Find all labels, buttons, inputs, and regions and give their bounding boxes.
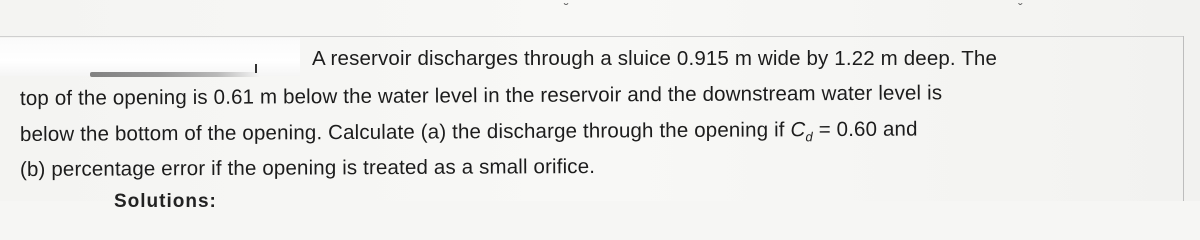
scan-ink-smear [90, 72, 260, 77]
frame-top-border [0, 36, 1183, 37]
solutions-heading-text: Solutions: [114, 191, 217, 212]
problem-line-4: (b) percentage error if the opening is treated as a small orifice. [19, 154, 596, 181]
problem-line-1: A reservoir discharges through a sluice 0.915 m wide by 1.22 m deep. The [312, 47, 998, 70]
scan-mark-top-right: ˇ [1018, 0, 1023, 16]
discharge-coefficient-symbol: C [790, 118, 806, 142]
discharge-coefficient-subscript: d [805, 129, 813, 145]
frame-right-border [1183, 36, 1184, 201]
problem-line-3-start: below the bottom of the opening. Calculate (a) the discharge through the opening if [19, 118, 791, 146]
solutions-heading-cropped [114, 191, 217, 212]
scan-tick-mark [255, 64, 257, 73]
problem-line-3-end: = 0.60 and [812, 117, 918, 142]
problem-line-2: top of the opening is 0.61 m below the water level in the reservoir and the downstream water level is [19, 81, 943, 110]
problem-line-3 [20, 118, 918, 147]
scan-mark-top-left: ˘ [564, 0, 569, 16]
